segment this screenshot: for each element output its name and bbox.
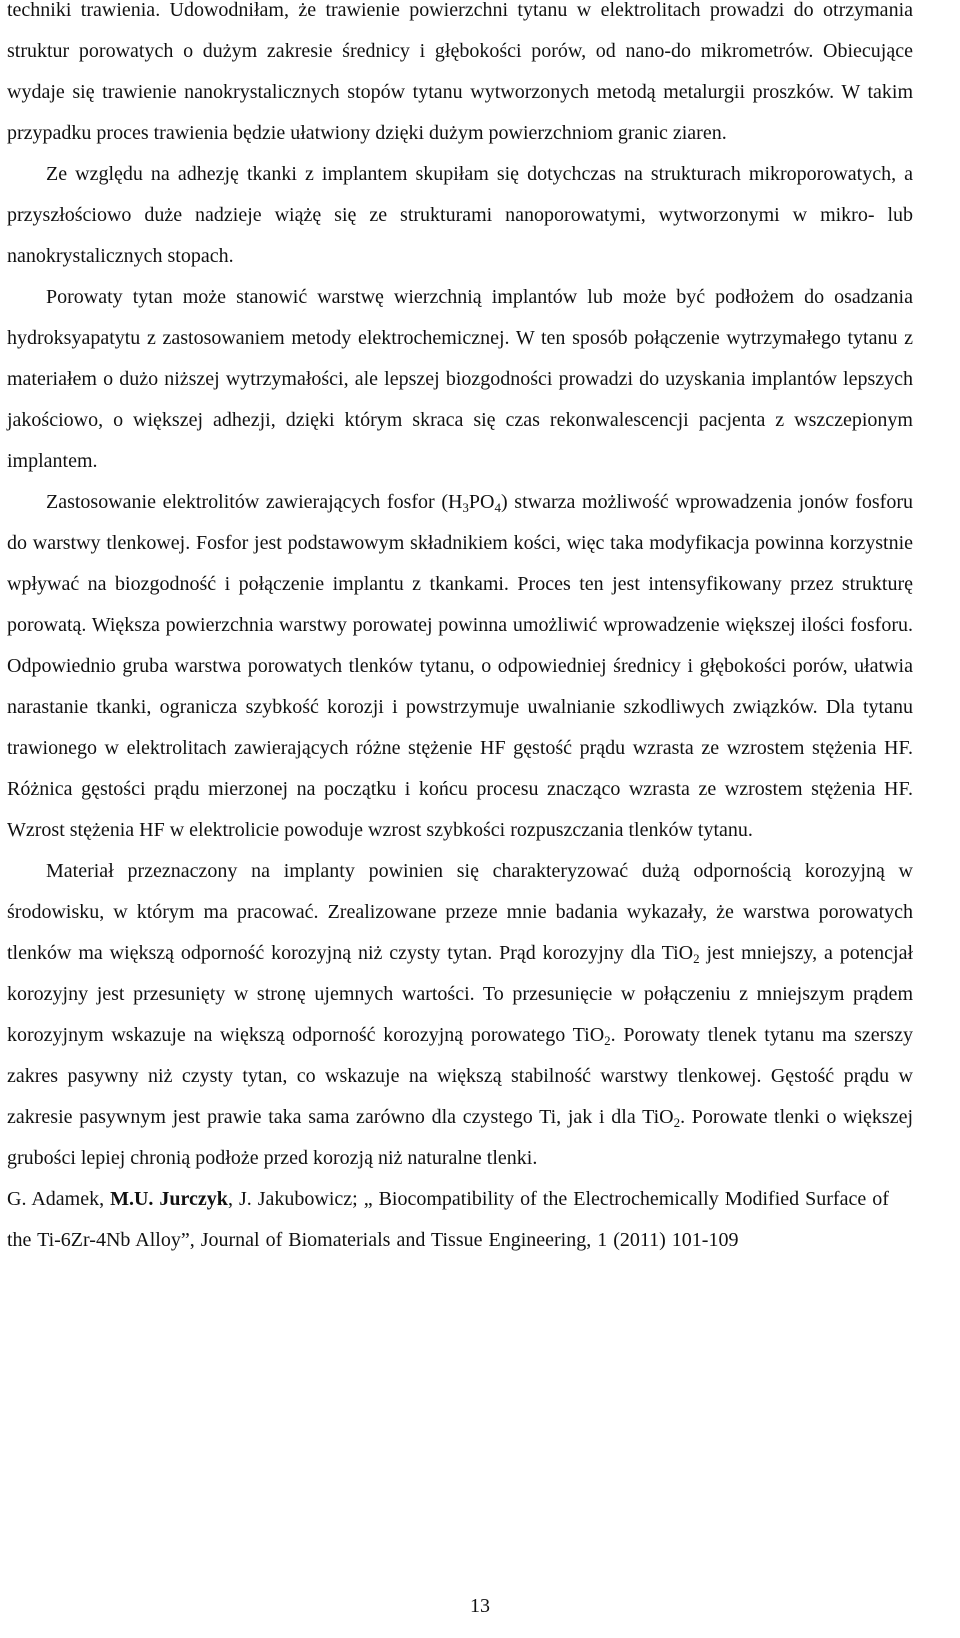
paragraph-list: [7, 0, 913, 1179]
subscript-text: 2: [673, 1115, 681, 1130]
subscript-text: 3: [462, 500, 469, 515]
reference-authors-after: , J. Jakubowicz;: [227, 1188, 364, 1210]
paragraph-text: ) stwarza możliwość wprowadzenia jonów fosforu do warstwy tlenkowej. Fosfor jest podstawowym składnikiem kości, więc taka modyfikacja powinna korzystnie wpływać na biozgodność i połączenie implantu z tkankami. Proces ten jest intensyfikowany przez strukturę porowatą. Większa powierzchnia warstwy porowatej powinna umożliwić wprowadzenie większej ilości fosforu. Odpowiednio gruba warstwa porowatych tlenków tytanu, o odpowiedniej średnicy i głębokości porów, ułatwia narastanie tkanki, ogranicza szybkość korozji i powstrzymuje uwalnianie szkodliwych związków. Dla tytanu trawionego w elektrolitach zawierających różne stężenie HF gęstość prądu wzrasta ze wzrostem stężenia HF. Różnica gęstości prądu mierzonej na początku i końcu procesu znacząco wzrasta ze wzrostem stężenia HF. Wzrost stężenia HF w elektrolicie powoduje wzrost szybkości rozpuszczania tlenków tytanu.: [7, 491, 913, 841]
paragraph-text: Zastosowanie elektrolitów zawierających fosfor (H: [46, 491, 463, 513]
document-body: [7, 0, 913, 1261]
paragraph-text: PO: [468, 491, 495, 513]
paragraph: [7, 482, 913, 851]
reference-author-highlight: M.U. Jurczyk: [110, 1188, 228, 1210]
reference-entry: [7, 1179, 913, 1261]
subscript-text: 2: [604, 1033, 611, 1048]
paragraph-text: . Porowaty tlenek tytanu ma szerszy zakres pasywny niż czysty tytan, co wskazuje na większą stabilność warstwy tlenkowej. Gęstość prądu w zakresie pasywnym jest prawie taka sama zarówno dla czystego Ti, jak i dla TiO: [7, 1024, 913, 1128]
paragraph-text: techniki trawienia. Udowodniłam, że trawienie powierzchni tytanu w elektrolitach prowadzi do otrzymania struktur porowatych o dużym zakresie średnicy i głębokości porów, od nano-do mikrometrów. Obiecujące wydaje się trawienie nanokrystalicznych stopów tytanu wytworzonych metodą metalurgii proszków. W takim przypadku proces trawienia będzie ułatwiony dzięki dużym powierzchniom granic ziaren.: [7, 0, 913, 144]
paragraph: [7, 851, 913, 1179]
paragraph: [7, 277, 913, 482]
paragraph-text: . Porowate tlenki o większej grubości lepiej chronią podłoże przed korozją niż naturalne tlenki.: [7, 1106, 914, 1169]
subscript-text: 2: [693, 951, 700, 966]
paragraph-text: Materiał przeznaczony na implanty powinien się charakteryzować dużą odpornością korozyjną w środowisku, w którym ma pracować. Zrealizowane przeze mnie badania wykazały, że warstwa porowatych tlenków ma większą odporność korozyjną niż czysty tytan. Prąd korozyjny dla TiO: [7, 860, 913, 964]
paragraph-text: Porowaty tytan może stanowić warstwę wierzchnią implantów lub może być podłożem do osadzania hydroksyapatytu z zastosowaniem metody elektrochemicznej. W ten sposób połączenie wytrzymałego tytanu z materiałem o dużo niższej wytrzymałości, ale lepszej biozgodności prowadzi do uzyskania implantów lepszych jakościowo, o większej adhezji, dzięki którym skraca się czas rekonwalescencji pacjenta z wszczepionym implantem.: [7, 286, 913, 472]
paragraph: [7, 0, 913, 154]
reference-citation: „ Biocompatibility of the Electrochemically Modified Surface of the Ti-6Zr-4Nb Alloy”, Journal of Biomaterials and Tissue Engineering, 1 (2011) 101-109: [7, 1188, 889, 1251]
page-number: 13: [470, 1595, 490, 1617]
reference-authors-before: G. Adamek,: [7, 1188, 111, 1210]
paragraph-text: jest mniejszy, a potencjał korozyjny jest przesunięty w stronę ujemnych wartości. To przesunięcie w połączeniu z mniejszym prądem korozyjnym wskazuje na większą odporność korozyjną porowatego TiO: [7, 942, 914, 1046]
paragraph-text: Ze względu na adhezję tkanki z implantem skupiłam się dotychczas na strukturach mikroporowatych, a przyszłościowo duże nadzieje wiążę się ze strukturami nanoporowatymi, wytworzonymi w mikro- lub nanokrystalicznych stopach.: [7, 163, 913, 267]
subscript-text: 4: [494, 500, 501, 515]
paragraph: [7, 154, 913, 277]
